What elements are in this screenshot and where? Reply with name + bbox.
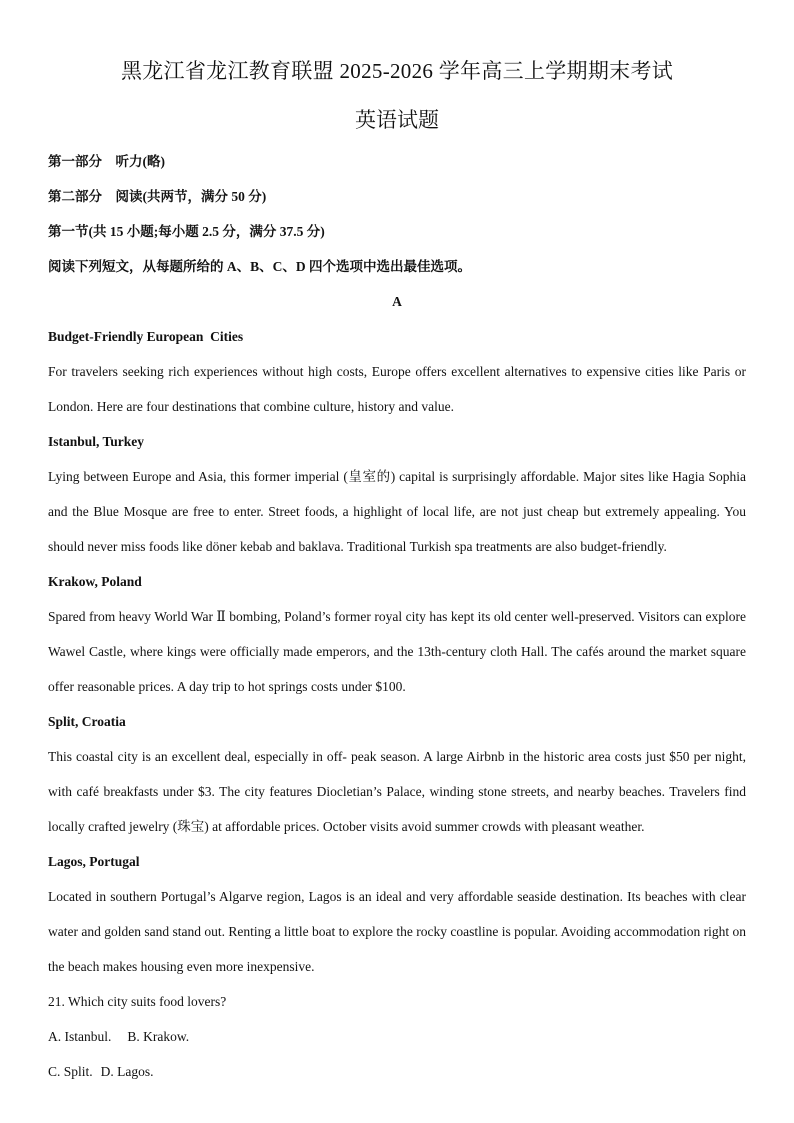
exam-page	[48, 52, 746, 1089]
question-options-row-2	[48, 1054, 746, 1089]
passage-heading: Budget-Friendly European Cities	[48, 329, 244, 344]
option-b: B. Krakow.	[127, 1029, 190, 1044]
city-heading-lagos: Lagos, Portugal	[48, 854, 140, 869]
city-text-krakow: Spared from heavy World War Ⅱ bombing, Poland’s former royal city has kept its old center well-preserved. Visitors can explore Wawel Castle, where kings were officially made emperors, and the 13th-century cloth Hall. The cafés around the market square offer reasonable prices. A day trip to hot springs costs under $100.	[48, 609, 746, 694]
city-text-split: This coastal city is an excellent deal, especially in off- peak season. A large Airbnb in the historic area costs just $50 per night, with café breakfasts under $3. The city features Diocletian’s Palace, winding stone streets, and nearby beaches. Travelers find locally crafted jewelry (珠宝) at affordable prices. October visits avoid summer crowds with pleasant weather.	[48, 749, 746, 834]
passage-intro: For travelers seeking rich experiences without high costs, Europe offers excellent alternatives to expensive cities like Paris or London. Here are four destinations that combine culture, history and value.	[48, 364, 746, 414]
city-text-istanbul: Lying between Europe and Asia, this former imperial (皇室的) capital is surprisingly affordable. Major sites like Hagia Sophia and the Blue Mosque are free to enter. Street foods, a highlight of local life, are not just cheap but extremely appealing. You should never miss foods like döner kebab and baklava. Traditional Turkish spa treatments are also budget-friendly.	[48, 469, 746, 554]
exam-subtitle: 英语试题	[355, 108, 439, 132]
passage-label: A	[392, 294, 402, 309]
question-stem: 21. Which city suits food lovers?	[48, 994, 227, 1009]
city-text-lagos: Located in southern Portugal’s Algarve region, Lagos is an ideal and very affordable seaside destination. Its beaches with clear water and golden sand stand out. Renting a little boat to explore the rocky coastline is popular. Avoiding accommodation right on the beach makes housing even more inexpensive.	[48, 889, 746, 974]
city-heading-krakow: Krakow, Poland	[48, 574, 142, 589]
option-c: C. Split.	[48, 1064, 93, 1079]
option-a: A. Istanbul.	[48, 1029, 112, 1044]
exam-title: 黑龙江省龙江教育联盟 2025-2026 学年高三上学期期末考试	[120, 59, 674, 83]
city-heading-istanbul: Istanbul, Turkey	[48, 434, 145, 449]
part-two-heading: 第二部分 阅读(共两节，满分 50 分)	[48, 189, 267, 204]
section-one-heading: 第一节(共 15 小题;每小题 2.5 分，满分 37.5 分)	[48, 224, 325, 239]
city-heading-split: Split, Croatia	[48, 714, 126, 729]
instruction-text: 阅读下列短文，从每题所给的 A、B、C、D 四个选项中选出最佳选项。	[48, 259, 472, 274]
question-options-row-1	[48, 1019, 746, 1054]
part-one-heading: 第一部分 听力(略)	[48, 154, 165, 169]
section-headers	[48, 144, 746, 284]
option-d: D. Lagos.	[100, 1064, 154, 1079]
